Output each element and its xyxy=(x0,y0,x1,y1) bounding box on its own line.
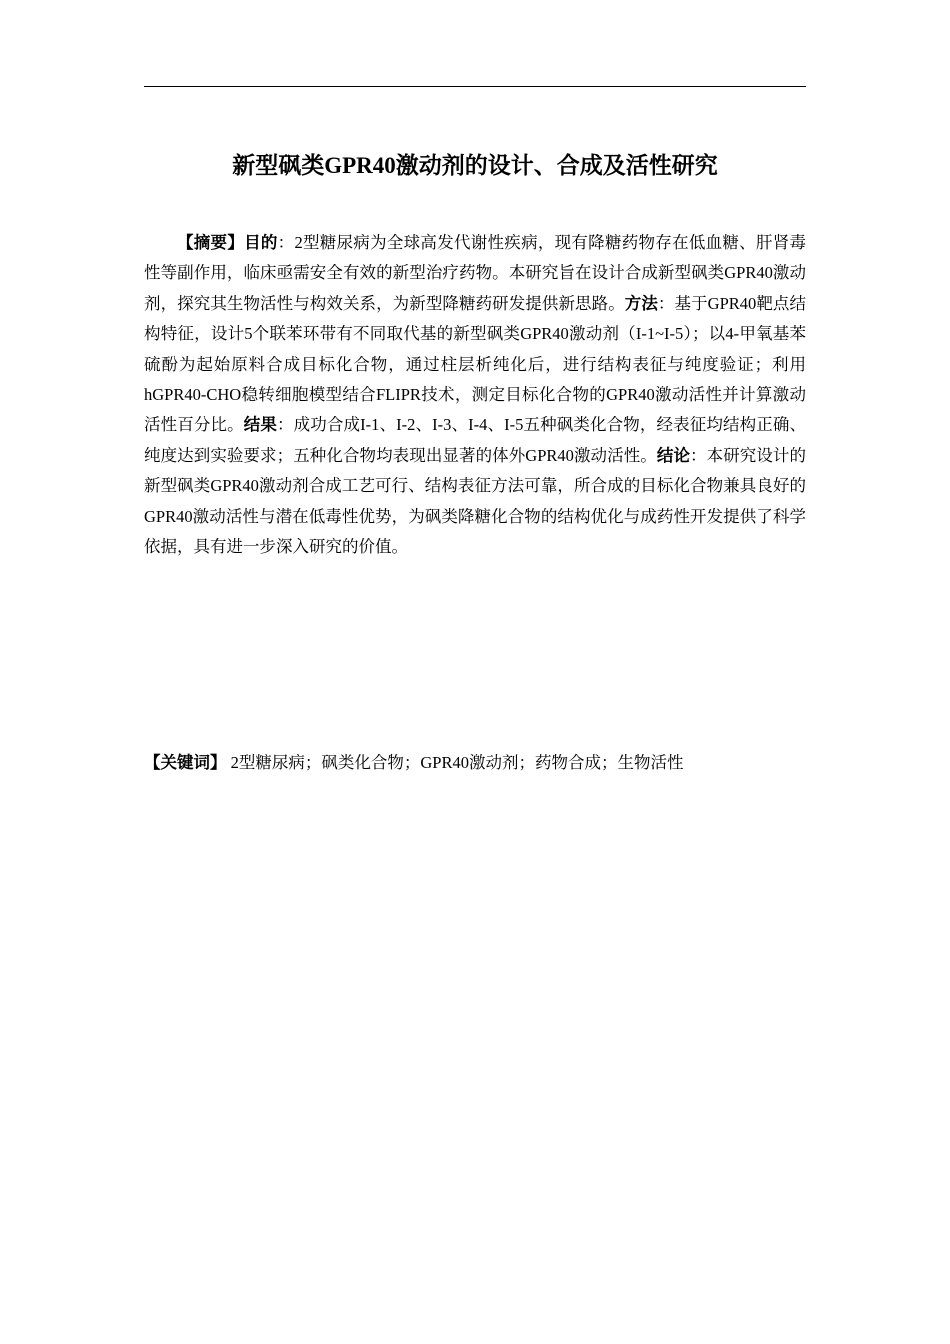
keywords-line xyxy=(144,748,806,778)
keywords-heading: 【关键词】 xyxy=(144,753,227,772)
abstract-paragraph xyxy=(144,228,806,562)
results-label: 结果 xyxy=(243,415,278,435)
purpose-text: ：2型糖尿病为全球高发代谢性疾病，现有降糖药物存在低血糖、肝肾毒性等副作用，临床亟需安全有效的新型治疗药物。本研究旨在设计合成新型砜类GPR40激动剂，探究其生物活性与构效关系，为新型降糖药研发提供新思路。 xyxy=(144,233,807,313)
methods-label: 方法 xyxy=(624,293,658,313)
conclusion-label: 结论 xyxy=(656,445,691,465)
methods-text: ：基于GPR40靶点结构特征，设计5个联苯环带有不同取代基的新型砜类GPR40激动剂（I-1~I-5）；以4-甲氧基苯硫酚为起始原料合成目标化合物，通过柱层析纯化后，进行结构表征与纯度验证；利用hGPR40-CHO稳转细胞模型结合FLIPR技术，测定目标化合物的GPR40激动活性并计算激动活性百分比。 xyxy=(144,293,806,435)
results-text: ：成功合成I-1、I-2、I-3、I-4、I-5五种砜类化合物，经表征均结构正确、纯度达到实验要求；五种化合物均表现出显著的体外GPR40激动活性。 xyxy=(144,415,807,465)
keywords-text: 2型糖尿病；砜类化合物；GPR40激动剂；药物合成；生物活性 xyxy=(226,753,684,772)
conclusion-text: ：本研究设计的新型砜类GPR40激动剂合成工艺可行、结构表征方法可靠，所合成的目标化合物兼具良好的GPR40激动活性与潜在低毒性优势，为砜类降糖化合物的结构优化与成药性开发提供了科学依据，具有进一步深入研究的价值。 xyxy=(144,445,806,557)
abstract-heading: 【摘要】 xyxy=(177,233,245,252)
header-rule xyxy=(144,86,806,87)
paper-title: 新型砜类GPR40激动剂的设计、合成及活性研究 xyxy=(232,153,718,178)
purpose-label: 目的 xyxy=(244,233,278,252)
